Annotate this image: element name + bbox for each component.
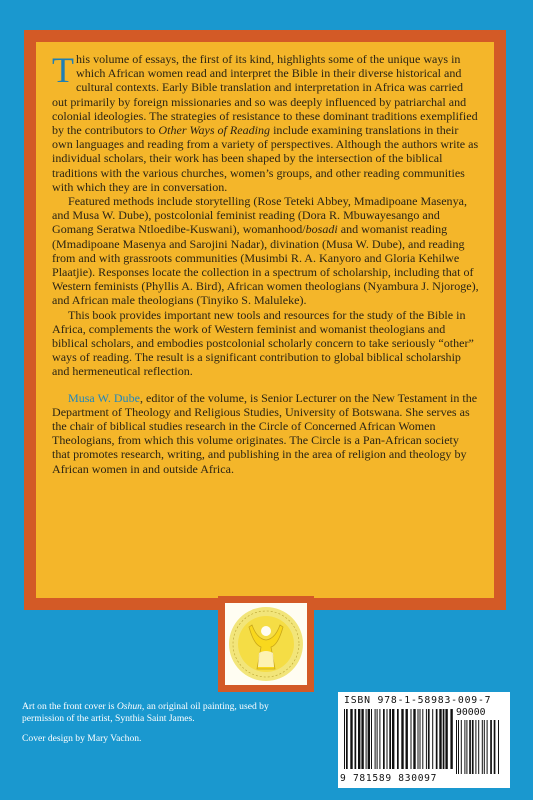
bosadi-italic: bosadi (305, 222, 338, 237)
design-credit: Cover design by Mary Vachon. (22, 733, 142, 745)
isbn-text: ISBN 978-1-58983-009-7 (344, 695, 492, 706)
ean-barcode (344, 709, 454, 769)
intro-text-part2: include examining translations in their own languages and reading from a variety of perspectives. Although the authors write as individual scholars, their work has been shaped by the intersection of the biblical traditions with the various churches, women’s groups, and other reading communities with which they are in conversation. (52, 123, 479, 194)
methods-paragraph (52, 194, 479, 308)
art-credit (22, 701, 272, 725)
intro-paragraph (52, 52, 479, 194)
book-title-italic: Other Ways of Reading (158, 123, 271, 138)
ean-digits: 9 781589 830097 (340, 773, 438, 784)
methods-text-part2: and womanist reading (Mmadipoane Masenya and Sarojini Nadar), divination (Musa W. Dube), and reading from and with grassroots communities (Musimbi R. A. Kanyoro and Gloria Kehilwe Plaatjie). Responses locate the collection in a spectrum of scholarship, including that of Western feminists (Phyllis A. Bird), African women theologians (Nyambura J. Njoroge), and African male theologians (Tinyiko S. Maluleke). (52, 222, 479, 308)
logo-frame (218, 596, 314, 692)
drop-cap: T (52, 50, 74, 90)
conclusion-paragraph: This book provides important new tools and resources for the study of the Bible in Africa, complements the work of Western feminist and womanist theologians and biblical scholars, and embodies postcolonial scholarly concern to take seriously “other” ways of reading. The result is a significant contribution to global biblical scholarship and hermeneutical reflection. (52, 307, 474, 379)
logo-emblem (225, 603, 307, 685)
art-credit-part1: Art on the front cover is (22, 701, 117, 712)
circle-african-women-theologians-logo-icon (225, 603, 307, 685)
author-name: Musa W. Dube (68, 390, 140, 405)
painting-title: Oshun (116, 701, 142, 712)
author-bio: , editor of the volume, is Senior Lecturer on the New Testament in the Department of Theology and Religious Studies, University of Botswana. She serves as the chair of biblical studies research in the Circle of Concerned African Women Theologians, from which this volume originates. The Circle is a Pan-African society that promotes research, writing, and publishing in the area of religion and theology by African women in and outside Africa. (52, 390, 478, 476)
price-code: 90000 (456, 707, 486, 718)
barcode-box (338, 692, 510, 788)
intro-text-part1: his volume of essays, the first of its kind, highlights some of the unique ways in which African women read and interpret the Bible in their diverse historical and cultural contexts. Early Bible translation and interpretation in Africa was carried out primarily by foreign missionaries and so was deeply influenced by patriarchal and colonial ideologies. The strategies of resistance to these dominant traditions exemplified by the contributors to (52, 52, 478, 138)
methods-text-part1: Featured methods include storytelling (Rose Teteki Abbey, Mmadipoane Masenya, and Musa W. Dube), postcolonial feminist reading (Dora R. Mbuwayesango and Gomang Seratwa Ntloedibe-Kuswani), womanhood/ (52, 194, 467, 237)
cover-credits (22, 701, 272, 745)
art-credit-part2: , an original oil painting, used by permission of the artist, Synthia Saint James. (22, 701, 269, 725)
price-barcode (456, 720, 502, 774)
author-bio-paragraph (52, 391, 479, 476)
blurb-panel (36, 42, 494, 598)
